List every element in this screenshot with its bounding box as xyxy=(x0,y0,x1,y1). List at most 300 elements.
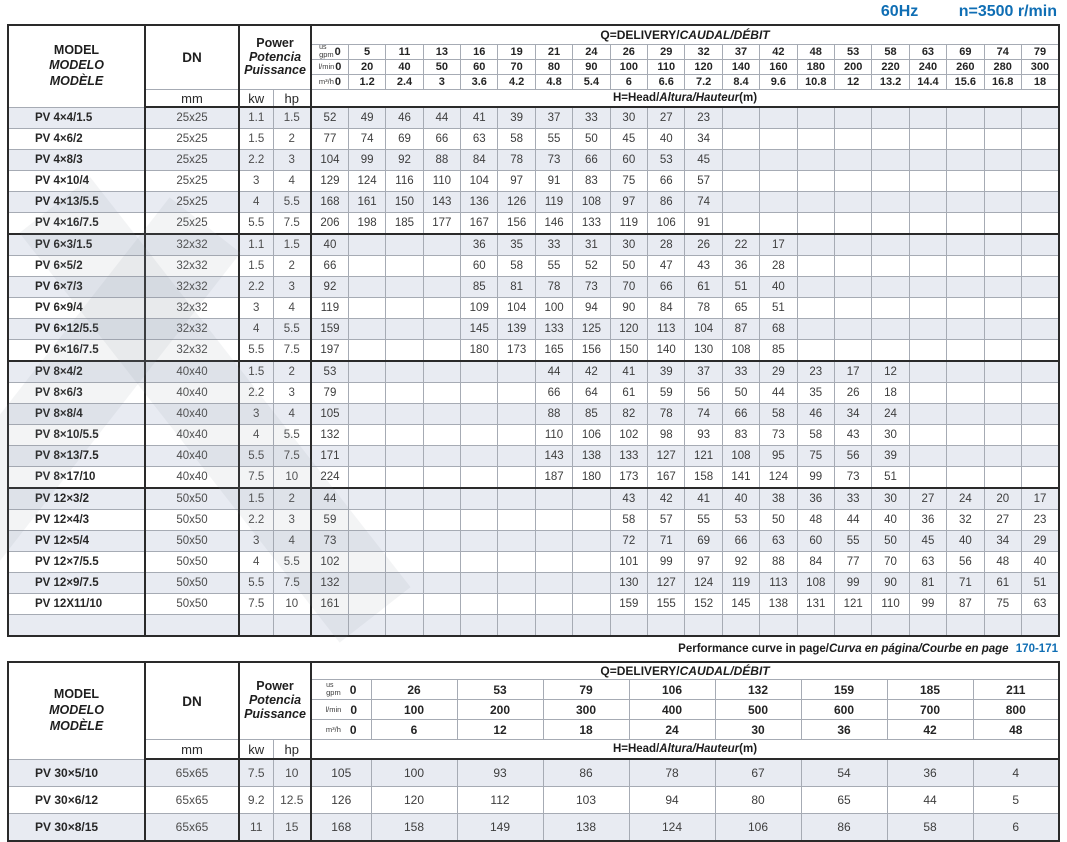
power-column-header xyxy=(239,662,311,740)
head-value-cell: 40 xyxy=(947,531,984,552)
model-cell: PV 30×8/15 xyxy=(8,814,145,842)
head-value-cell: 97 xyxy=(610,192,647,213)
head-value-cell: 44 xyxy=(887,787,973,814)
head-value-cell: 91 xyxy=(535,171,572,192)
flow-unit-label: m³/h xyxy=(318,77,334,87)
hp-cell: 2 xyxy=(273,256,311,277)
pump-model-row xyxy=(8,488,1059,510)
head-value-cell: 94 xyxy=(629,787,715,814)
head-value-cell: 45 xyxy=(685,150,722,171)
flow-value-cell: 110 xyxy=(648,60,685,75)
model-cell: PV 12×5/4 xyxy=(8,531,145,552)
dn-cell: 40x40 xyxy=(145,425,239,446)
head-value-cell: 26 xyxy=(685,234,722,256)
model-cell: PV 12X11/10 xyxy=(8,594,145,615)
model-column-header xyxy=(8,662,145,759)
head-value-cell xyxy=(872,107,909,129)
head-value-cell xyxy=(909,383,946,404)
power-label-fr: Puissance xyxy=(244,706,306,721)
head-value-cell xyxy=(872,615,909,637)
flow-value-cell: 100 xyxy=(610,60,647,75)
head-value-cell: 185 xyxy=(386,213,423,235)
operating-spec-line xyxy=(0,0,1067,24)
head-value-cell xyxy=(984,383,1021,404)
head-value-cell xyxy=(573,510,610,531)
head-value-cell xyxy=(498,446,535,467)
pump-model-row xyxy=(8,425,1059,446)
head-value-cell: 78 xyxy=(498,150,535,171)
head-value-cell xyxy=(1021,361,1059,383)
flow-value-cell: 90 xyxy=(573,60,610,75)
head-value-cell: 63 xyxy=(461,129,498,150)
flow-value-cell: 29 xyxy=(648,45,685,60)
head-value-cell: 40 xyxy=(1021,552,1059,573)
head-value-cell: 119 xyxy=(722,573,759,594)
head-value-cell: 26 xyxy=(834,383,871,404)
kw-cell: 4 xyxy=(239,552,273,573)
head-value-cell: 28 xyxy=(648,234,685,256)
head-value-cell: 44 xyxy=(535,361,572,383)
head-title: H=Head/Altura/Hauteur(m) xyxy=(311,90,1059,108)
kw-cell: 5.5 xyxy=(239,446,273,467)
head-value-cell xyxy=(1021,340,1059,362)
head-value-cell: 108 xyxy=(722,340,759,362)
head-value-cell: 55 xyxy=(834,531,871,552)
head-value-cell: 145 xyxy=(722,594,759,615)
head-value-cell: 41 xyxy=(610,361,647,383)
head-value-cell xyxy=(909,234,946,256)
hp-cell: 4 xyxy=(273,298,311,319)
power-column-header xyxy=(239,25,311,90)
pump-model-row xyxy=(8,234,1059,256)
model-cell xyxy=(8,615,145,637)
head-value-cell: 113 xyxy=(760,573,797,594)
head-value-cell: 65 xyxy=(722,298,759,319)
performance-table-pv30 xyxy=(7,661,1060,842)
head-value-cell: 40 xyxy=(648,129,685,150)
flow-value-cell: 42 xyxy=(887,720,973,740)
head-value-cell: 68 xyxy=(760,319,797,340)
kw-cell xyxy=(239,615,273,637)
head-value-cell: 36 xyxy=(461,234,498,256)
head-value-cell: 32 xyxy=(947,510,984,531)
flow-value-cell: 15.6 xyxy=(947,75,984,90)
head-value-cell: 55 xyxy=(535,256,572,277)
flow-value-cell: 24 xyxy=(629,720,715,740)
head-value-cell: 177 xyxy=(423,213,460,235)
head-value-cell xyxy=(909,171,946,192)
head-value-cell: 139 xyxy=(498,319,535,340)
head-value-cell xyxy=(909,298,946,319)
dn-cell: 40x40 xyxy=(145,446,239,467)
flow-value-cell: 42 xyxy=(760,45,797,60)
head-value-cell xyxy=(423,488,460,510)
model-label-en: MODEL xyxy=(53,42,100,57)
head-value-cell: 24 xyxy=(947,488,984,510)
head-value-cell xyxy=(386,594,423,615)
kw-cell: 3 xyxy=(239,404,273,425)
head-value-cell: 50 xyxy=(872,531,909,552)
head-value-cell xyxy=(834,340,871,362)
head-value-cell: 58 xyxy=(498,256,535,277)
head-value-cell: 150 xyxy=(610,340,647,362)
head-value-cell: 82 xyxy=(610,404,647,425)
head-value-cell xyxy=(535,573,572,594)
head-value-cell xyxy=(573,615,610,637)
head-value-cell xyxy=(797,319,834,340)
head-value-cell: 66 xyxy=(535,383,572,404)
pump-model-row xyxy=(8,383,1059,404)
hp-cell: 10 xyxy=(273,467,311,489)
head-value-cell: 49 xyxy=(348,107,385,129)
flow-value-cell: 132 xyxy=(715,680,801,700)
head-value-cell: 131 xyxy=(797,594,834,615)
flow-value-cell: us gpm 0 xyxy=(311,680,371,700)
head-value-cell xyxy=(461,615,498,637)
head-value-cell: 161 xyxy=(348,192,385,213)
head-value-cell: 173 xyxy=(498,340,535,362)
flow-value-cell: 50 xyxy=(423,60,460,75)
head-value-cell xyxy=(423,340,460,362)
head-value-cell xyxy=(872,298,909,319)
head-value-cell xyxy=(947,256,984,277)
model-cell: PV 6×5/2 xyxy=(8,256,145,277)
head-value-cell xyxy=(797,192,834,213)
kw-cell: 1.5 xyxy=(239,256,273,277)
head-value-cell: 43 xyxy=(685,256,722,277)
head-value-cell xyxy=(348,425,385,446)
head-value-cell: 136 xyxy=(461,192,498,213)
head-value-cell xyxy=(834,277,871,298)
head-value-cell xyxy=(947,192,984,213)
page-reference: 170-171 xyxy=(1015,643,1058,655)
head-value-cell xyxy=(984,425,1021,446)
pump-model-row xyxy=(8,150,1059,171)
head-value-cell xyxy=(461,404,498,425)
kw-cell: 11 xyxy=(239,814,273,842)
flow-value-cell: 211 xyxy=(973,680,1059,700)
kw-cell: 2.2 xyxy=(239,383,273,404)
kw-cell: 7.5 xyxy=(239,759,273,787)
head-value-cell: 79 xyxy=(311,383,348,404)
head-value-cell xyxy=(834,192,871,213)
head-value-cell: 110 xyxy=(535,425,572,446)
pump-model-row xyxy=(8,361,1059,383)
head-value-cell: 65 xyxy=(801,787,887,814)
head-value-cell xyxy=(872,340,909,362)
head-value-cell: 37 xyxy=(535,107,572,129)
power-label-en: Power xyxy=(256,35,294,50)
flow-value-cell: m³/h 0 xyxy=(311,720,371,740)
head-value-cell xyxy=(947,150,984,171)
head-value-cell xyxy=(722,150,759,171)
pump-model-row xyxy=(8,256,1059,277)
head-value-cell xyxy=(423,552,460,573)
head-value-cell: 67 xyxy=(715,759,801,787)
head-value-cell xyxy=(498,467,535,489)
delivery-title: Q=DELIVERY/CAUDAL/DÉBIT xyxy=(311,662,1059,680)
head-value-cell xyxy=(760,213,797,235)
head-value-cell xyxy=(423,256,460,277)
head-value-cell xyxy=(834,150,871,171)
head-value-cell: 48 xyxy=(984,552,1021,573)
pump-model-row xyxy=(8,298,1059,319)
hp-cell: 2 xyxy=(273,361,311,383)
head-value-cell xyxy=(535,552,572,573)
hp-cell: 2 xyxy=(273,129,311,150)
head-value-cell xyxy=(648,615,685,637)
kw-cell: 1.5 xyxy=(239,488,273,510)
head-value-cell xyxy=(348,488,385,510)
head-value-cell: 224 xyxy=(311,467,348,489)
head-value-cell: 46 xyxy=(386,107,423,129)
head-value-cell: 44 xyxy=(834,510,871,531)
head-value-cell xyxy=(461,552,498,573)
head-value-cell xyxy=(386,234,423,256)
head-value-cell xyxy=(872,192,909,213)
pump-model-row xyxy=(8,213,1059,235)
head-value-cell: 109 xyxy=(461,298,498,319)
head-value-cell xyxy=(984,467,1021,489)
head-value-cell xyxy=(535,594,572,615)
head-value-cell: 40 xyxy=(311,234,348,256)
flow-value-cell: 40 xyxy=(386,60,423,75)
head-value-cell: 53 xyxy=(311,361,348,383)
head-value-cell: 78 xyxy=(629,759,715,787)
head-value-cell xyxy=(797,256,834,277)
kw-cell: 7.5 xyxy=(239,594,273,615)
head-value-cell xyxy=(909,319,946,340)
head-value-cell: 106 xyxy=(715,814,801,842)
head-value-cell: 55 xyxy=(685,510,722,531)
flow-value-cell: 19 xyxy=(498,45,535,60)
head-value-cell: 69 xyxy=(386,129,423,150)
head-value-cell xyxy=(461,467,498,489)
head-value-cell xyxy=(498,510,535,531)
head-value-cell: 116 xyxy=(386,171,423,192)
head-value-cell xyxy=(348,446,385,467)
head-value-cell xyxy=(535,510,572,531)
head-value-cell: 99 xyxy=(834,573,871,594)
head-value-cell: 73 xyxy=(760,425,797,446)
head-value-cell xyxy=(760,171,797,192)
head-value-cell xyxy=(1021,319,1059,340)
model-cell: PV 4×13/5.5 xyxy=(8,192,145,213)
head-value-cell xyxy=(834,256,871,277)
head-value-cell: 158 xyxy=(371,814,457,842)
head-value-cell xyxy=(386,425,423,446)
flow-value-cell: 13.2 xyxy=(872,75,909,90)
kw-cell: 2.2 xyxy=(239,150,273,171)
head-value-cell xyxy=(423,319,460,340)
head-value-cell: 125 xyxy=(573,319,610,340)
head-value-cell: 165 xyxy=(535,340,572,362)
head-value-cell: 70 xyxy=(610,277,647,298)
head-value-cell: 86 xyxy=(648,192,685,213)
flow-value-cell: 12 xyxy=(834,75,871,90)
head-value-cell: 35 xyxy=(498,234,535,256)
hp-cell: 3 xyxy=(273,277,311,298)
head-value-cell xyxy=(872,256,909,277)
head-value-cell: 90 xyxy=(872,573,909,594)
dn-cell: 25x25 xyxy=(145,171,239,192)
head-value-cell xyxy=(348,467,385,489)
flow-value-cell: 700 xyxy=(887,700,973,720)
kw-cell: 3 xyxy=(239,171,273,192)
head-value-cell: 150 xyxy=(386,192,423,213)
head-value-cell: 171 xyxy=(311,446,348,467)
head-value-cell xyxy=(947,129,984,150)
head-value-cell xyxy=(461,383,498,404)
head-value-cell: 12 xyxy=(872,361,909,383)
flow-value-cell: 220 xyxy=(872,60,909,75)
head-value-cell: 33 xyxy=(535,234,572,256)
head-value-cell: 97 xyxy=(685,552,722,573)
flow-value-cell: 79 xyxy=(1021,45,1059,60)
head-value-cell: 27 xyxy=(648,107,685,129)
head-value-cell xyxy=(386,467,423,489)
head-value-cell: 27 xyxy=(909,488,946,510)
head-value-cell: 39 xyxy=(648,361,685,383)
pump-model-row xyxy=(8,573,1059,594)
head-value-cell xyxy=(909,446,946,467)
head-value-cell xyxy=(461,594,498,615)
head-value-cell: 99 xyxy=(797,467,834,489)
flow-value-cell: 140 xyxy=(722,60,759,75)
head-value-cell xyxy=(984,277,1021,298)
head-value-cell: 86 xyxy=(801,814,887,842)
head-value-cell: 64 xyxy=(573,383,610,404)
head-value-cell xyxy=(984,107,1021,129)
hp-cell: 7.5 xyxy=(273,573,311,594)
flow-value-cell: 120 xyxy=(685,60,722,75)
model-cell: PV 8×10/5.5 xyxy=(8,425,145,446)
head-value-cell xyxy=(498,615,535,637)
head-value-cell xyxy=(348,256,385,277)
head-value-cell xyxy=(461,361,498,383)
head-value-cell xyxy=(797,150,834,171)
flow-value-cell: 9.6 xyxy=(760,75,797,90)
dn-cell: 65x65 xyxy=(145,814,239,842)
head-value-cell: 102 xyxy=(610,425,647,446)
hp-cell: 7.5 xyxy=(273,213,311,235)
head-value-cell xyxy=(797,234,834,256)
head-value-cell: 101 xyxy=(610,552,647,573)
head-value-cell: 138 xyxy=(760,594,797,615)
head-value-cell xyxy=(1021,107,1059,129)
head-value-cell: 133 xyxy=(610,446,647,467)
head-value-cell xyxy=(909,107,946,129)
head-value-cell: 75 xyxy=(610,171,647,192)
head-value-cell: 71 xyxy=(947,573,984,594)
flow-value-cell: 60 xyxy=(461,60,498,75)
flow-value-cell: 24 xyxy=(573,45,610,60)
head-value-cell xyxy=(423,510,460,531)
head-value-cell: 130 xyxy=(610,573,647,594)
head-value-cell xyxy=(834,213,871,235)
head-value-cell: 187 xyxy=(535,467,572,489)
head-value-cell xyxy=(722,171,759,192)
model-cell: PV 12×9/7.5 xyxy=(8,573,145,594)
model-cell: PV 6×9/4 xyxy=(8,298,145,319)
pump-model-row xyxy=(8,787,1059,814)
dn-cell xyxy=(145,615,239,637)
head-value-cell xyxy=(834,234,871,256)
head-value-cell: 103 xyxy=(543,787,629,814)
dn-cell: 32x32 xyxy=(145,340,239,362)
flow-value-cell: 53 xyxy=(457,680,543,700)
head-value-cell: 66 xyxy=(311,256,348,277)
head-value-cell: 73 xyxy=(834,467,871,489)
head-value-cell xyxy=(348,383,385,404)
head-value-cell xyxy=(984,256,1021,277)
head-value-cell: 84 xyxy=(461,150,498,171)
head-value-cell xyxy=(947,425,984,446)
head-value-cell: 99 xyxy=(348,150,385,171)
head-value-cell xyxy=(947,171,984,192)
flow-value-cell: 7.2 xyxy=(685,75,722,90)
dn-cell: 40x40 xyxy=(145,361,239,383)
head-value-cell: 46 xyxy=(797,404,834,425)
head-value-cell: 108 xyxy=(573,192,610,213)
flow-value-cell: 100 xyxy=(371,700,457,720)
head-value-cell xyxy=(947,404,984,425)
head-value-cell xyxy=(834,171,871,192)
head-value-cell: 36 xyxy=(797,488,834,510)
head-value-cell xyxy=(1021,467,1059,489)
head-value-cell: 124 xyxy=(685,573,722,594)
flow-value-cell: l/min 0 xyxy=(311,700,371,720)
head-value-cell: 60 xyxy=(610,150,647,171)
note-text-en: Performance curve in page/ xyxy=(678,643,829,655)
head-value-cell xyxy=(1021,213,1059,235)
pump-model-row xyxy=(8,107,1059,129)
head-value-cell xyxy=(947,361,984,383)
head-value-cell xyxy=(386,298,423,319)
flow-value-cell: 13 xyxy=(423,45,460,60)
head-value-cell xyxy=(872,171,909,192)
head-value-cell: 58 xyxy=(498,129,535,150)
flow-value-cell: l/min 0 xyxy=(311,60,348,75)
kw-cell: 1.1 xyxy=(239,234,273,256)
head-value-cell xyxy=(573,594,610,615)
head-value-cell: 29 xyxy=(760,361,797,383)
head-value-cell: 66 xyxy=(423,129,460,150)
head-value-cell xyxy=(498,488,535,510)
head-value-cell: 51 xyxy=(872,467,909,489)
model-cell: PV 8×6/3 xyxy=(8,383,145,404)
head-value-cell xyxy=(984,361,1021,383)
head-value-cell: 112 xyxy=(457,787,543,814)
head-value-cell: 34 xyxy=(834,404,871,425)
head-value-cell: 119 xyxy=(610,213,647,235)
head-value-cell xyxy=(984,319,1021,340)
head-value-cell: 74 xyxy=(348,129,385,150)
head-value-cell xyxy=(386,404,423,425)
head-value-cell: 47 xyxy=(648,256,685,277)
head-value-cell xyxy=(947,615,984,637)
hp-cell: 7.5 xyxy=(273,446,311,467)
flow-value-cell: 48 xyxy=(973,720,1059,740)
head-value-cell: 23 xyxy=(685,107,722,129)
head-value-cell xyxy=(423,594,460,615)
flow-value-cell: 300 xyxy=(543,700,629,720)
hp-cell xyxy=(273,615,311,637)
flow-value-cell: 400 xyxy=(629,700,715,720)
head-value-cell: 55 xyxy=(535,129,572,150)
head-value-cell: 23 xyxy=(797,361,834,383)
model-cell: PV 4×16/7.5 xyxy=(8,213,145,235)
